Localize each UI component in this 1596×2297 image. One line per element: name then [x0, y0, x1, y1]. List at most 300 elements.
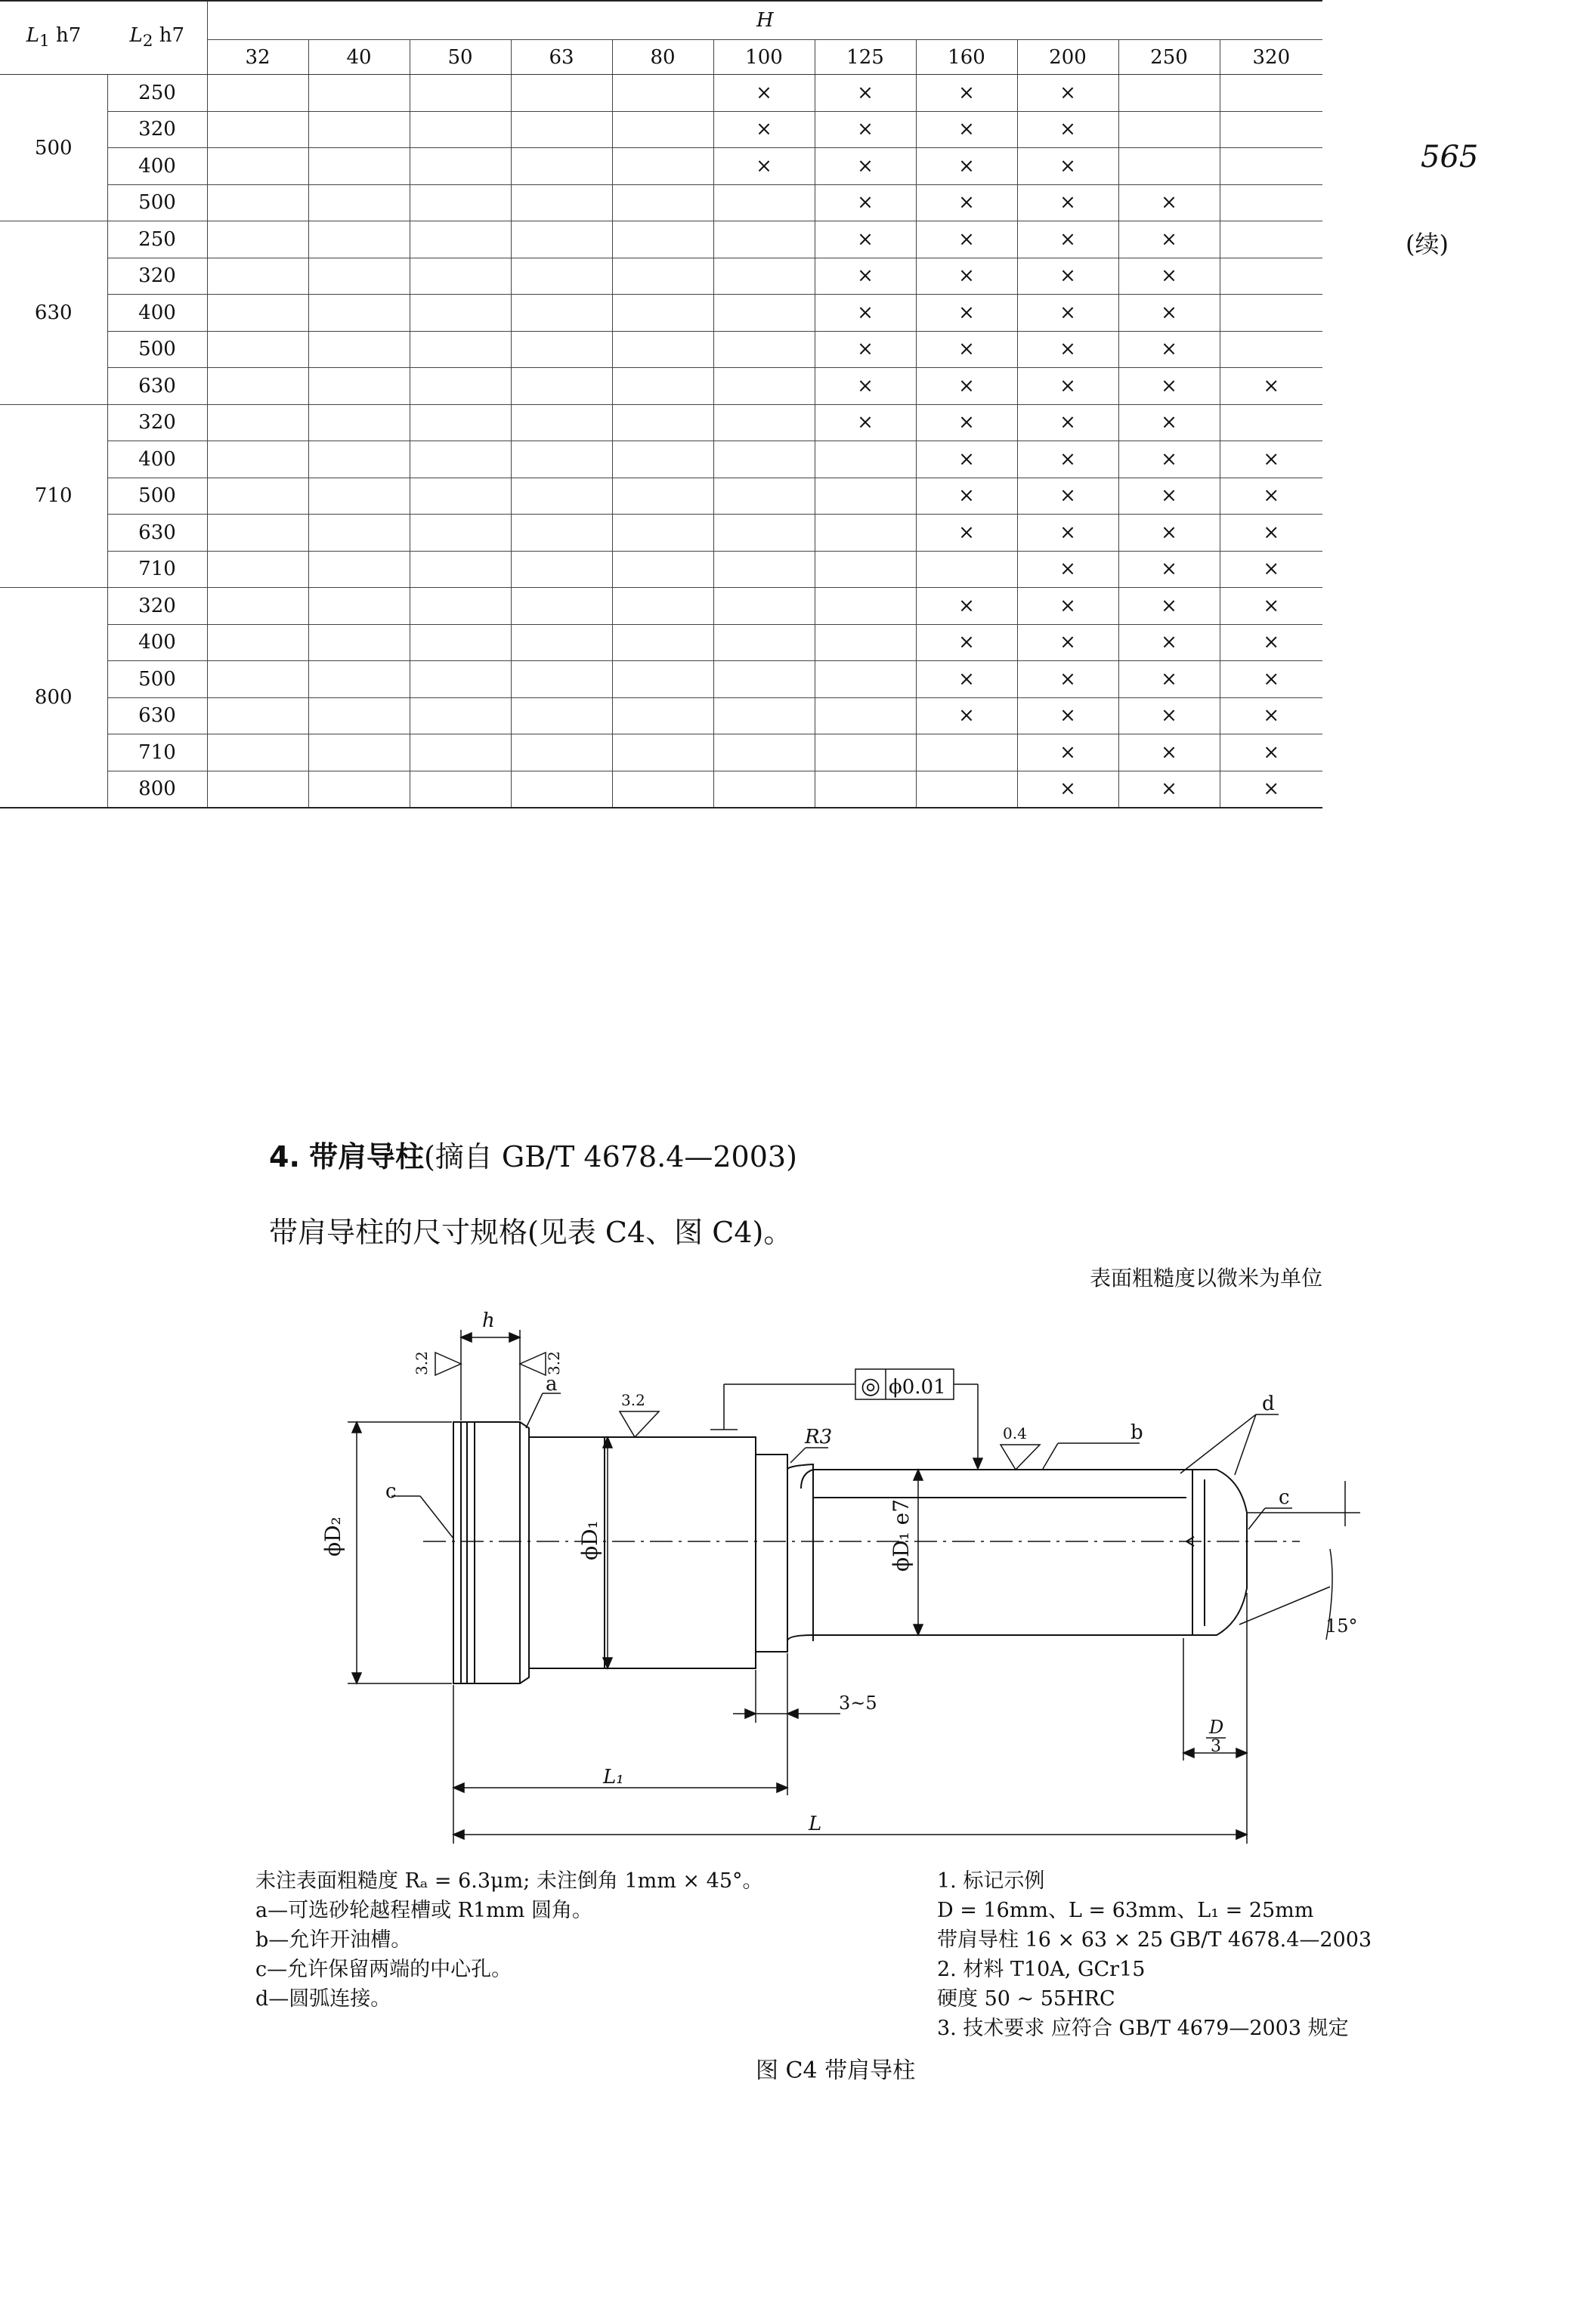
cell-mark	[511, 624, 612, 661]
roughness-symbol-guide	[1001, 1445, 1040, 1470]
cell-mark: ×	[815, 404, 916, 441]
table-row	[0, 515, 1322, 552]
label-c-right: c	[1279, 1486, 1290, 1509]
cell-L1: 800	[0, 588, 107, 808]
cell-mark	[308, 441, 410, 478]
cell-mark: ×	[1118, 771, 1220, 808]
label-a: a	[546, 1373, 558, 1396]
cell-mark	[916, 551, 1017, 588]
cell-mark: ×	[916, 148, 1017, 185]
cell-mark: ×	[1017, 515, 1118, 552]
roughness-fit-value: 3.2	[621, 1391, 645, 1409]
cell-mark	[612, 478, 713, 515]
cell-mark	[612, 624, 713, 661]
cell-mark: ×	[1017, 588, 1118, 625]
cell-L2: 630	[107, 697, 207, 734]
cell-L2: 250	[107, 221, 207, 258]
cell-mark	[308, 661, 410, 698]
dim-h	[435, 1330, 546, 1421]
cell-mark	[207, 331, 308, 368]
cell-mark	[612, 661, 713, 698]
cell-mark	[308, 75, 410, 112]
cell-mark	[713, 478, 815, 515]
cell-mark	[308, 588, 410, 625]
label-c-left: c	[385, 1480, 397, 1503]
cell-mark	[308, 184, 410, 221]
note-right-5: 硬度 50 ~ 55HRC	[937, 1987, 1115, 2011]
cell-mark	[410, 184, 511, 221]
figure-caption: 图 C4 带肩导柱	[756, 2057, 916, 2084]
cell-mark	[815, 624, 916, 661]
label-15deg: 15°	[1325, 1615, 1358, 1637]
tol-value: ϕ0.01	[889, 1376, 946, 1399]
table-row	[0, 441, 1322, 478]
cell-mark	[1220, 148, 1322, 185]
roughness-guide-value: 0.4	[1003, 1424, 1027, 1442]
table-row	[0, 75, 1322, 112]
cell-L2: 500	[107, 478, 207, 515]
label-groove: 3~5	[839, 1693, 877, 1714]
cell-mark: ×	[1220, 441, 1322, 478]
cell-mark	[308, 478, 410, 515]
cell-mark: ×	[1118, 295, 1220, 332]
table-row	[0, 221, 1322, 258]
cell-L2: 400	[107, 441, 207, 478]
cell-mark	[410, 515, 511, 552]
cell-mark	[410, 295, 511, 332]
cell-mark	[410, 331, 511, 368]
table-row	[0, 771, 1322, 808]
cell-L2: 500	[107, 661, 207, 698]
note-left-3: b—允许开油槽。	[255, 1928, 412, 1952]
cell-mark	[713, 661, 815, 698]
cell-mark	[815, 588, 916, 625]
cell-mark: ×	[1118, 441, 1220, 478]
cell-mark	[410, 111, 511, 148]
cell-mark	[815, 734, 916, 771]
cell-mark: ×	[916, 184, 1017, 221]
cell-mark: ×	[1118, 551, 1220, 588]
cell-L2: 500	[107, 184, 207, 221]
cell-mark	[410, 221, 511, 258]
cell-mark	[713, 551, 815, 588]
label-phiD1e7: ϕD₁ e7	[889, 1498, 914, 1572]
cell-mark: ×	[1017, 148, 1118, 185]
table-row	[0, 111, 1322, 148]
cell-mark: ×	[1220, 734, 1322, 771]
cell-mark	[410, 551, 511, 588]
cell-L2: 710	[107, 734, 207, 771]
cell-mark	[511, 258, 612, 295]
cell-mark	[1118, 111, 1220, 148]
cell-mark	[207, 515, 308, 552]
cell-mark: ×	[1118, 404, 1220, 441]
cell-L2: 400	[107, 624, 207, 661]
cell-L2: 500	[107, 331, 207, 368]
cell-mark	[207, 551, 308, 588]
cell-mark: ×	[916, 441, 1017, 478]
cell-mark: ×	[713, 148, 815, 185]
table-row	[0, 295, 1322, 332]
cell-mark	[713, 295, 815, 332]
cell-mark: ×	[1017, 75, 1118, 112]
cell-mark: ×	[916, 75, 1017, 112]
cell-mark	[815, 441, 916, 478]
table-row	[0, 588, 1322, 625]
roughness-left: 3.2	[413, 1351, 431, 1375]
cell-mark: ×	[1017, 404, 1118, 441]
cell-mark	[1220, 258, 1322, 295]
table-row	[0, 697, 1322, 734]
leader-c-left	[391, 1496, 453, 1538]
cell-mark	[713, 734, 815, 771]
cell-mark	[1220, 404, 1322, 441]
cell-mark: ×	[815, 368, 916, 405]
cell-mark	[916, 771, 1017, 808]
note-left-5: d—圆弧连接。	[255, 1987, 391, 2011]
dim-L	[453, 1761, 1247, 1844]
cell-L2: 320	[107, 588, 207, 625]
cell-mark: ×	[815, 75, 916, 112]
roughness-symbol-fit	[620, 1411, 659, 1437]
cell-mark	[511, 697, 612, 734]
cell-mark: ×	[1118, 368, 1220, 405]
cell-mark: ×	[1220, 515, 1322, 552]
table-row	[0, 331, 1322, 368]
label-b: b	[1130, 1421, 1143, 1444]
cell-mark	[410, 148, 511, 185]
cell-mark	[511, 368, 612, 405]
cell-mark: ×	[815, 111, 916, 148]
cell-mark	[815, 478, 916, 515]
cell-mark	[1220, 331, 1322, 368]
cell-mark	[511, 221, 612, 258]
cell-mark: ×	[1118, 221, 1220, 258]
cell-mark: ×	[1017, 184, 1118, 221]
cell-mark: ×	[815, 148, 916, 185]
cell-mark	[815, 697, 916, 734]
cell-mark	[612, 331, 713, 368]
cell-mark: ×	[916, 588, 1017, 625]
cell-mark: ×	[1017, 111, 1118, 148]
cell-mark	[207, 75, 308, 112]
cell-mark	[511, 295, 612, 332]
table-body	[0, 75, 1322, 808]
cell-mark	[713, 221, 815, 258]
cell-mark: ×	[1118, 331, 1220, 368]
cell-mark	[207, 184, 308, 221]
cell-mark	[511, 771, 612, 808]
cell-mark: ×	[1220, 697, 1322, 734]
header-L1: $L_1$ h7	[0, 1, 107, 75]
cell-mark	[612, 771, 713, 808]
cell-mark: ×	[1017, 331, 1118, 368]
cell-mark	[308, 111, 410, 148]
cell-mark	[511, 441, 612, 478]
cell-L1: 630	[0, 221, 107, 405]
cell-mark	[815, 661, 916, 698]
cell-mark: ×	[916, 404, 1017, 441]
cell-mark: ×	[815, 331, 916, 368]
cell-mark: ×	[1118, 588, 1220, 625]
cell-mark: ×	[1220, 368, 1322, 405]
cell-mark	[511, 75, 612, 112]
cell-mark	[511, 331, 612, 368]
header-H-value: 160	[916, 40, 1017, 75]
cell-mark: ×	[1118, 184, 1220, 221]
cell-mark: ×	[815, 184, 916, 221]
notes-left	[255, 1866, 763, 2014]
shoulder-guide-pillar-drawing	[302, 1300, 1390, 1844]
cell-mark	[713, 331, 815, 368]
guide-section	[787, 1455, 1247, 1652]
cell-mark	[1220, 295, 1322, 332]
cell-mark	[612, 368, 713, 405]
cell-mark	[511, 148, 612, 185]
tol-symbol: ◎	[861, 1373, 881, 1399]
cell-mark: ×	[1220, 551, 1322, 588]
header-H-value: 125	[815, 40, 916, 75]
cell-mark: ×	[1017, 221, 1118, 258]
dim-L1	[453, 1685, 787, 1844]
cell-mark: ×	[1220, 771, 1322, 808]
cell-mark	[207, 771, 308, 808]
cell-mark	[713, 404, 815, 441]
cell-mark	[815, 551, 916, 588]
cell-mark	[612, 258, 713, 295]
cell-mark	[916, 734, 1017, 771]
cell-mark	[308, 771, 410, 808]
cell-mark	[207, 111, 308, 148]
cell-mark	[612, 221, 713, 258]
cell-mark: ×	[1118, 734, 1220, 771]
table-row	[0, 661, 1322, 698]
label-D-over: D	[1209, 1717, 1224, 1738]
cell-mark	[410, 478, 511, 515]
cell-mark	[207, 661, 308, 698]
cell-mark	[511, 111, 612, 148]
cell-L2: 710	[107, 551, 207, 588]
note-left-4: c—允许保留两端的中心孔。	[255, 1958, 512, 1981]
table-row	[0, 258, 1322, 295]
cell-mark: ×	[1017, 661, 1118, 698]
label-d: d	[1262, 1393, 1275, 1415]
cell-mark: ×	[916, 478, 1017, 515]
cell-mark: ×	[1017, 441, 1118, 478]
cell-mark: ×	[916, 221, 1017, 258]
cell-mark	[511, 551, 612, 588]
cell-L2: 320	[107, 111, 207, 148]
cell-mark	[511, 661, 612, 698]
cell-mark	[612, 148, 713, 185]
cell-mark	[207, 478, 308, 515]
cell-mark	[410, 258, 511, 295]
note-right-2: D = 16mm、L = 63mm、L₁ = 25mm	[937, 1899, 1314, 1922]
cell-mark	[410, 624, 511, 661]
cell-mark	[713, 697, 815, 734]
cell-mark: ×	[815, 221, 916, 258]
cell-mark	[713, 588, 815, 625]
cell-mark: ×	[713, 75, 815, 112]
cell-mark: ×	[1118, 624, 1220, 661]
cell-mark	[207, 221, 308, 258]
cell-mark: ×	[815, 258, 916, 295]
cell-mark: ×	[1220, 624, 1322, 661]
cell-mark: ×	[1017, 734, 1118, 771]
cell-mark	[612, 588, 713, 625]
header-H-value: 250	[1118, 40, 1220, 75]
cell-mark: ×	[916, 331, 1017, 368]
cell-mark	[207, 734, 308, 771]
cell-mark: ×	[916, 661, 1017, 698]
cell-mark: ×	[1017, 771, 1118, 808]
cell-mark	[1118, 75, 1220, 112]
page-number: 565	[1421, 140, 1479, 175]
cell-mark	[308, 258, 410, 295]
label-D-under: 3	[1211, 1737, 1221, 1756]
unit-note: 表面粗糙度以微米为单位	[1090, 1266, 1323, 1291]
cell-mark	[410, 588, 511, 625]
cell-mark	[410, 734, 511, 771]
cell-mark	[612, 441, 713, 478]
table-row	[0, 478, 1322, 515]
cell-mark	[713, 258, 815, 295]
cell-L2: 250	[107, 75, 207, 112]
cell-mark	[410, 368, 511, 405]
cell-mark	[1118, 148, 1220, 185]
label-L1: L₁	[603, 1766, 624, 1788]
cell-mark	[1220, 221, 1322, 258]
cell-mark	[1220, 184, 1322, 221]
table-row	[0, 404, 1322, 441]
cell-L2: 320	[107, 258, 207, 295]
table-row	[0, 368, 1322, 405]
cell-mark	[207, 697, 308, 734]
cell-mark	[410, 771, 511, 808]
label-phiD2: ϕD₂	[320, 1516, 345, 1557]
cell-mark: ×	[1118, 258, 1220, 295]
cell-mark: ×	[1017, 258, 1118, 295]
cell-mark	[511, 184, 612, 221]
cell-mark	[308, 624, 410, 661]
guide-pillar-size-table	[0, 0, 1322, 808]
cell-mark	[511, 588, 612, 625]
header-H-value: 80	[612, 40, 713, 75]
cell-L2: 800	[107, 771, 207, 808]
table-row	[0, 734, 1322, 771]
cell-mark	[207, 368, 308, 405]
cell-L2: 320	[107, 404, 207, 441]
cell-mark	[612, 404, 713, 441]
leader-b	[1043, 1443, 1140, 1469]
cell-L2: 400	[107, 295, 207, 332]
notes-right	[937, 1866, 1372, 2043]
label-h: h	[482, 1309, 495, 1332]
cell-mark	[410, 75, 511, 112]
cell-mark: ×	[1118, 515, 1220, 552]
header-H-value: 40	[308, 40, 410, 75]
note-left-1: 未注表面粗糙度 Rₐ = 6.3μm; 未注倒角 1mm × 45°。	[255, 1869, 763, 1893]
cell-mark	[511, 734, 612, 771]
cell-mark	[511, 404, 612, 441]
cell-mark	[612, 111, 713, 148]
cell-mark: ×	[1017, 295, 1118, 332]
cell-mark	[612, 184, 713, 221]
cell-mark	[612, 551, 713, 588]
cell-mark	[511, 478, 612, 515]
label-L: L	[809, 1813, 822, 1835]
cell-mark	[308, 515, 410, 552]
cell-mark: ×	[1017, 368, 1118, 405]
cell-mark	[612, 75, 713, 112]
header-H: H	[207, 1, 1322, 40]
cell-mark	[410, 697, 511, 734]
cell-mark	[1220, 111, 1322, 148]
cell-mark: ×	[916, 258, 1017, 295]
cell-mark: ×	[916, 624, 1017, 661]
cell-mark	[308, 734, 410, 771]
shoulder-head	[453, 1422, 529, 1683]
cell-L2: 400	[107, 148, 207, 185]
cell-mark	[713, 184, 815, 221]
cell-mark	[815, 771, 916, 808]
cell-mark: ×	[1017, 624, 1118, 661]
cell-mark	[612, 697, 713, 734]
cell-mark	[713, 771, 815, 808]
cell-mark	[207, 295, 308, 332]
cell-mark: ×	[1118, 697, 1220, 734]
cell-mark	[207, 148, 308, 185]
cell-L1: 500	[0, 75, 107, 221]
dim-groove	[733, 1653, 840, 1723]
cell-mark	[713, 515, 815, 552]
cell-mark	[410, 661, 511, 698]
label-R3: R3	[805, 1426, 833, 1448]
cell-mark	[308, 697, 410, 734]
header-L2: $L_2$ h7	[107, 1, 207, 75]
cell-mark	[207, 588, 308, 625]
note-right-4: 2. 材料 T10A, GCr15	[937, 1958, 1146, 1981]
leader-a	[526, 1393, 561, 1428]
header-H-value: 63	[511, 40, 612, 75]
cell-mark: ×	[1220, 661, 1322, 698]
cell-mark	[308, 148, 410, 185]
cell-mark	[410, 441, 511, 478]
cell-mark	[308, 295, 410, 332]
cell-mark	[511, 515, 612, 552]
cell-mark	[308, 331, 410, 368]
cell-mark	[308, 368, 410, 405]
dim-D1e7	[914, 1470, 923, 1635]
header-H-value: 32	[207, 40, 308, 75]
note-left-2: a—可选砂轮越程槽或 R1mm 圆角。	[255, 1899, 592, 1922]
cell-mark: ×	[1017, 551, 1118, 588]
section-intro: 带肩导柱的尺寸规格(见表 C4、图 C4)。	[269, 1216, 793, 1249]
cell-mark: ×	[1118, 661, 1220, 698]
cell-mark	[815, 515, 916, 552]
press-fit-section	[529, 1437, 787, 1668]
cell-mark	[207, 441, 308, 478]
section-heading: 4. 带肩导柱(摘自 GB/T 4678.4—2003)	[269, 1140, 797, 1173]
note-right-3: 带肩导柱 16 × 63 × 25 GB/T 4678.4—2003	[937, 1928, 1372, 1952]
continued-label: (续)	[1406, 230, 1449, 258]
cell-L1: 710	[0, 404, 107, 588]
cell-mark	[713, 441, 815, 478]
cell-L2: 630	[107, 368, 207, 405]
cell-L2: 630	[107, 515, 207, 552]
roughness-right: 3.2	[545, 1351, 563, 1375]
cell-mark	[207, 624, 308, 661]
